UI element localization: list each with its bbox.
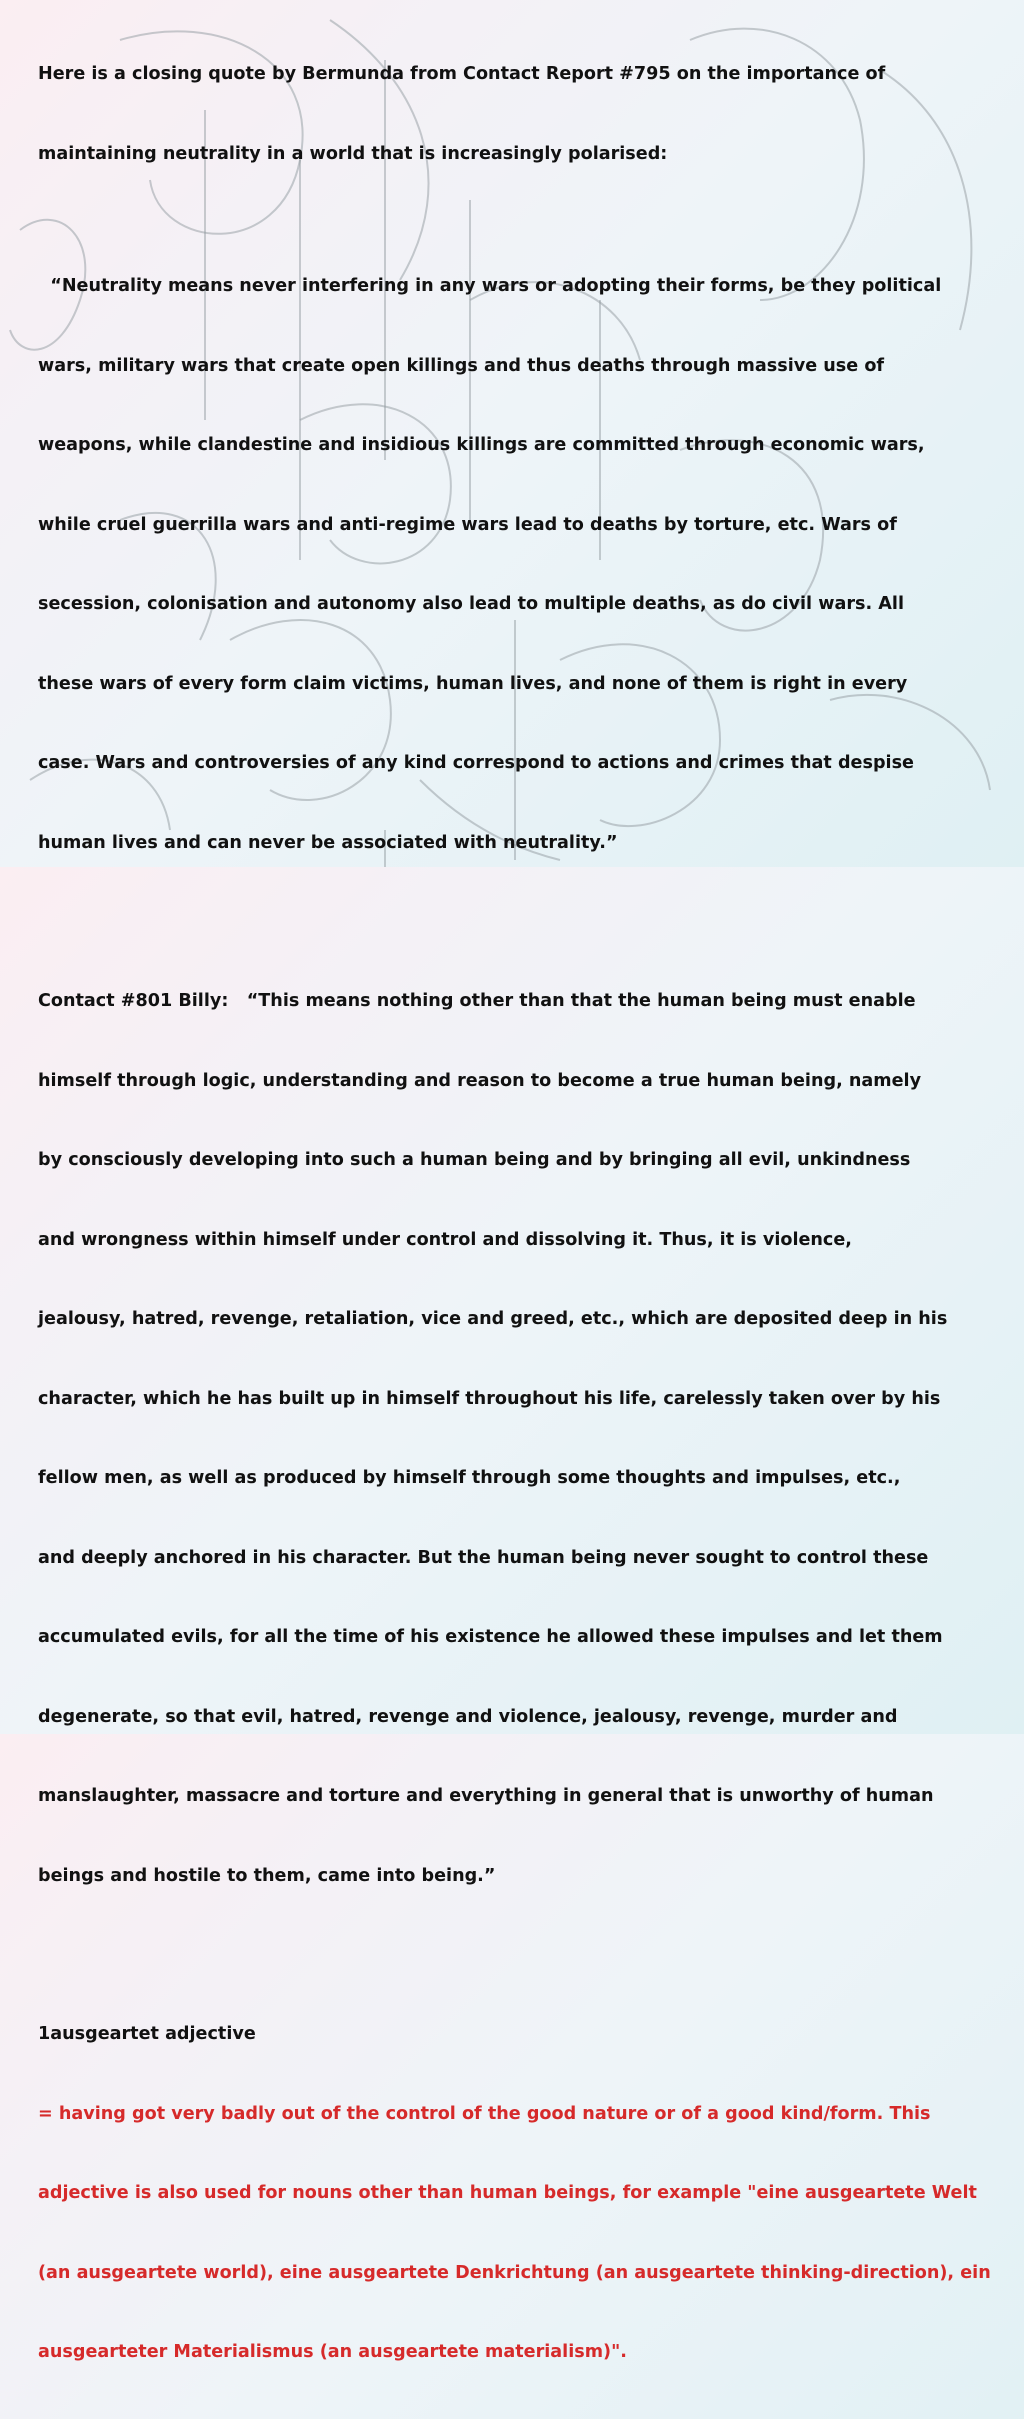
text-line: accumulated evils, for all the time of his existence he allowed these impulses and let them [38,1627,943,1647]
text-line: these wars of every form claim victims, human lives, and none of them is right in every [38,673,908,694]
document-body [38,8,998,2419]
text-line: Contact #801 Billy: “This means nothing other than that the human being must enable [38,991,916,1011]
text-line: human lives and can never be associated with neutrality.” [38,832,618,853]
definition-section [38,1968,998,2419]
text-line: degenerate, so that evil, hatred, revenge and violence, jealousy, revenge, murder and [38,1706,898,1727]
text-line: himself through logic, understanding and reason to become a true human being, namely [38,1070,922,1091]
paragraph-spacer [38,1942,998,1968]
text-line: beings and hostile to them, came into being.” [38,1865,496,1886]
text-line: character, which he has built up in himself throughout his life, carelessly taken over by his [38,1388,941,1409]
intro-paragraph [38,8,998,220]
billy-paragraph [38,935,998,1942]
text-line: fellow men, as well as produced by himself through some thoughts and impulses, etc., [38,1468,901,1488]
text-line: wars, military wars that create open killings and thus deaths through massive use of [38,355,885,376]
bermunda-quote [38,220,998,909]
text-line: and wrongness within himself under control and dissolving it. Thus, it is violence, [38,1229,852,1250]
text-line: weapons, while clandestine and insidious killings are committed through economic wars, [38,435,925,455]
definition-line: (an ausgeartete world), eine ausgeartete Denkrichtung (an ausgeartete thinking-direction), ein [38,2262,991,2283]
text-line: manslaughter, massacre and torture and everything in general that is unworthy of human [38,1786,934,1806]
definition-line: adjective is also used for nouns other than human beings, for example "eine ausgeartete Welt [38,2183,977,2203]
text-line: while cruel guerrilla wars and anti-regime wars lead to deaths by torture, etc. Wars of [38,514,897,535]
paragraph-spacer [38,909,998,935]
text-line: case. Wars and controversies of any kind correspond to actions and crimes that despise [38,753,914,773]
text-line: “Neutrality means never interfering in any wars or adopting their forms, be they political [38,276,942,296]
text-line: maintaining neutrality in a world that is increasingly polarised: [38,143,668,164]
definition-line: ausgearteter Materialismus (an ausgeartete materialism)". [38,2342,627,2362]
text-line: jealousy, hatred, revenge, retaliation, vice and greed, etc., which are deposited deep in his [38,1309,948,1329]
definition-term: 1ausgeartet adjective [38,2024,256,2044]
text-line: Here is a closing quote by Bermunda from Contact Report #795 on the importance of [38,64,886,84]
text-line: secession, colonisation and autonomy also lead to multiple deaths, as do civil wars. All [38,594,904,614]
text-line: and deeply anchored in his character. But the human being never sought to control these [38,1547,929,1568]
definition-line: = having got very badly out of the control of the good nature or of a good kind/form. This [38,2103,931,2124]
text-line: by consciously developing into such a human being and by bringing all evil, unkindness [38,1150,911,1170]
